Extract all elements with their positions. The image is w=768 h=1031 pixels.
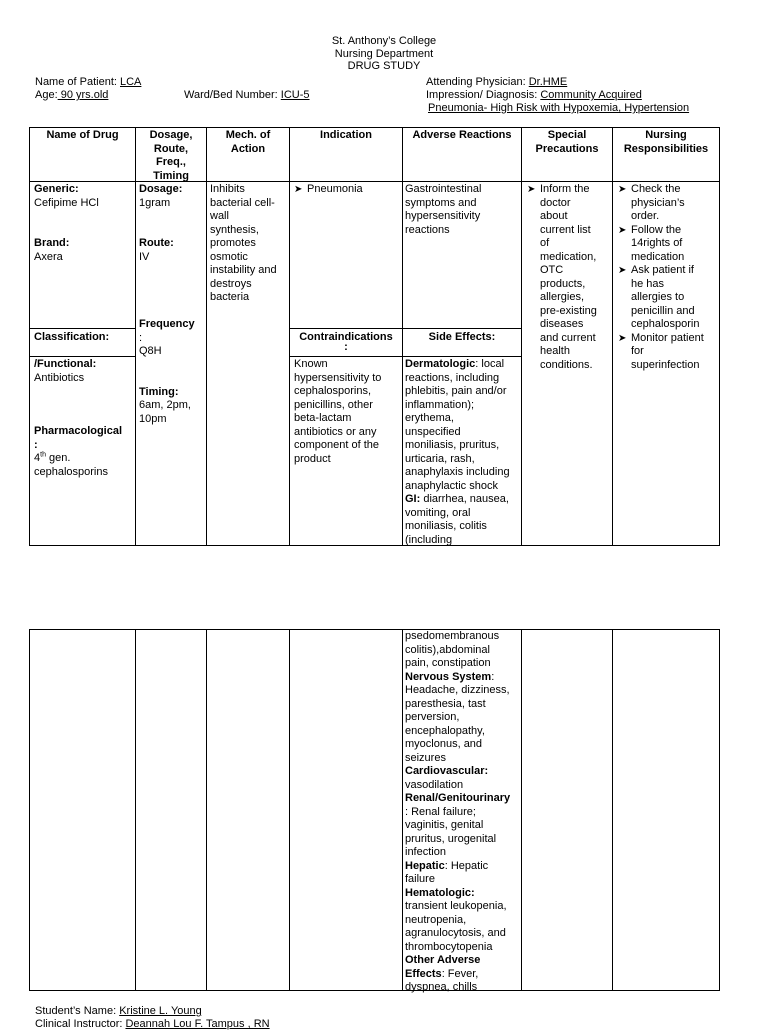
route-label: Route: — [139, 237, 174, 249]
side-effect-text: myoclonus, and — [405, 738, 483, 750]
side-effect-text: failure — [405, 873, 435, 885]
pharm-gen-number: 4 — [34, 452, 41, 464]
header-dosage — [136, 129, 206, 183]
contraindication-line: cephalosporins, — [294, 385, 372, 397]
side-effect-category: Hepatic — [405, 859, 445, 872]
mechanism-line: wall — [210, 210, 229, 222]
header-dosage-line: Timing — [153, 169, 189, 182]
student-value: Kristine L. Young — [119, 1005, 202, 1017]
side-effect-line — [405, 819, 521, 833]
nursing-item — [618, 224, 718, 265]
header-precautions-line: Special — [547, 129, 587, 141]
side-effects-label: Side Effects: — [428, 331, 496, 343]
side-effect-line — [405, 833, 521, 847]
side-effect-line — [405, 493, 521, 507]
physician-value: Dr.HME — [528, 76, 568, 88]
adverse-line: Gastrointestinal — [405, 183, 482, 195]
pharmacological-label: Pharmacological — [34, 425, 123, 437]
mechanism-line: osmotic — [210, 250, 248, 263]
nursing-line: order. — [631, 210, 660, 222]
side-effect-line — [405, 914, 521, 928]
side-effect-text: erythema, — [405, 412, 454, 424]
arrow-bullet-icon: ➤ — [618, 265, 627, 276]
student-line — [35, 1005, 202, 1018]
side-effect-line — [405, 671, 521, 685]
side-effect-text: infection — [405, 846, 446, 858]
precaution-line: OTC — [540, 264, 564, 276]
side-effect-text: reactions, including — [405, 371, 500, 384]
precaution-line: conditions. — [540, 358, 593, 371]
side-effect-line — [405, 644, 521, 658]
adverse-line: symptoms and — [405, 196, 477, 209]
route-value: IV — [139, 250, 150, 263]
patient-age-label: Age: — [35, 89, 58, 101]
side-effect-category: Nervous System — [405, 670, 492, 683]
side-effect-line — [405, 846, 521, 860]
header-mech-line: Action — [230, 142, 266, 155]
pharm-gen-suffix: th — [40, 451, 46, 459]
pharm-gen-text: gen. — [45, 452, 71, 464]
precaution-line: Inform the — [540, 183, 590, 195]
header-mech-of-action — [207, 129, 289, 156]
timing-value: 10pm — [139, 412, 167, 425]
student-label: Student’s Name: — [35, 1005, 120, 1017]
side-effect-line — [405, 412, 521, 426]
side-effect-line — [405, 900, 521, 914]
header-mech-line: Mech. of — [225, 129, 271, 141]
contraindications-cell — [294, 358, 400, 466]
contraindication-line: Known — [294, 358, 328, 370]
adverse-line: hypersensitivity — [405, 210, 481, 222]
physician-label: Attending Physician: — [426, 76, 529, 88]
precaution-line: doctor — [540, 196, 571, 209]
header-special-precautions — [522, 129, 612, 156]
side-effect-line — [405, 873, 521, 887]
timing-label: Timing: — [139, 385, 179, 398]
timing-value: 6am, 2pm, — [139, 399, 191, 411]
side-effect-text: seizures — [405, 751, 446, 764]
contraindications-label-line: : — [344, 340, 348, 353]
dosage-label: Dosage: — [139, 183, 183, 195]
side-effect-line — [405, 981, 521, 995]
precaution-line: allergies, — [540, 291, 585, 303]
side-effect-category: Dermatologic — [405, 358, 476, 370]
patient-name-value: LCA — [120, 76, 142, 88]
frequency-label: Frequency — [139, 318, 195, 330]
side-effect-text: Headache, dizziness, — [405, 684, 510, 696]
side-effect-line — [405, 941, 521, 955]
header-nursing-line: Responsibilities — [623, 142, 709, 155]
side-effect-text: thrombocytopenia — [405, 940, 493, 953]
side-effect-text: vomiting, oral — [405, 506, 471, 519]
patient-name-label: Name of Patient: — [35, 76, 120, 88]
nursing-responsibilities-cell — [618, 183, 718, 372]
nursing-line: superinfection — [631, 358, 700, 371]
side-effect-line — [405, 657, 521, 671]
side-effect-line — [405, 507, 521, 521]
side-effect-line — [405, 399, 521, 413]
side-effect-text: urticaria, rash, — [405, 452, 475, 465]
side-effect-text: neutropenia, — [405, 913, 467, 926]
side-effect-line — [405, 630, 521, 644]
nursing-item — [618, 264, 718, 332]
side-effect-line — [405, 725, 521, 739]
precaution-line: diseases — [540, 318, 584, 330]
side-effect-text: moniliasis, colitis — [405, 520, 487, 532]
diagnosis-label: Impression/ Diagnosis: — [426, 89, 541, 101]
precaution-line: health — [540, 345, 570, 357]
header-indication: Indication — [320, 129, 372, 141]
side-effects-cell-page1 — [405, 358, 521, 547]
precaution-item — [527, 183, 611, 372]
nursing-line: 14rights of — [631, 237, 683, 249]
patient-age-line — [35, 89, 108, 102]
instructor-label: Clinical Instructor: — [35, 1018, 126, 1030]
nursing-line: for — [631, 345, 644, 357]
nursing-item — [618, 183, 718, 224]
side-effect-text: pain, constipation — [405, 657, 491, 669]
frequency-value: Q8H — [139, 345, 162, 357]
pharmacological-colon: : — [34, 438, 38, 451]
functional-label: /Functional: — [34, 358, 97, 370]
side-effect-category: Effects — [405, 967, 442, 980]
ward-value: ICU-5 — [280, 89, 310, 101]
nursing-line: Ask patient if — [631, 264, 694, 276]
header-name-of-drug: Name of Drug — [46, 129, 119, 141]
arrow-bullet-icon: ➤ — [618, 224, 627, 236]
indication-cell — [294, 183, 400, 197]
dosage-value: 1gram — [139, 196, 171, 209]
side-effect-line — [405, 752, 521, 766]
contraindication-line: beta-lactam — [294, 412, 352, 424]
nursing-line: allergies to — [631, 291, 685, 303]
side-effect-text: : Fever, — [441, 967, 479, 980]
contraindication-line: antibiotics or any — [294, 425, 377, 438]
side-effect-line — [405, 792, 521, 806]
mechanism-cell — [210, 183, 288, 305]
generic-label: Generic: — [34, 183, 79, 195]
side-effect-line — [405, 927, 521, 941]
side-effect-category: Cardiovascular: — [405, 765, 489, 777]
side-effect-line — [405, 860, 521, 874]
header-dosage-line: Dosage, — [149, 129, 193, 141]
arrow-bullet-icon: ➤ — [618, 332, 627, 344]
school-name: St. Anthony’s College — [331, 35, 437, 47]
side-effect-text: : Hepatic — [444, 859, 489, 872]
side-effect-text: inflammation); — [405, 398, 475, 411]
side-effect-line — [405, 372, 521, 386]
mechanism-line: bacterial cell- — [210, 196, 275, 209]
classification-cell — [34, 358, 134, 479]
instructor-line — [35, 1018, 270, 1031]
nursing-line: cephalosporin — [631, 318, 700, 330]
side-effect-category: Other Adverse — [405, 954, 481, 966]
document-title: DRUG STUDY — [347, 60, 421, 72]
physician-line — [426, 76, 567, 89]
nursing-line: Follow the — [631, 223, 682, 236]
nursing-item — [618, 332, 718, 373]
side-effect-text: : Renal failure; — [405, 805, 476, 818]
ward-line — [184, 89, 310, 102]
side-effects-cell-page2 — [405, 630, 521, 995]
side-effect-category: Renal/Genitourinary — [405, 792, 511, 804]
side-effect-line — [405, 534, 521, 548]
arrow-bullet-icon: ➤ — [618, 184, 627, 195]
header-dosage-line: Route, — [153, 142, 189, 155]
nursing-line: he has — [631, 277, 665, 290]
precaution-line: medication, — [540, 250, 597, 263]
side-effect-line — [405, 358, 521, 372]
nursing-line: Check the — [631, 183, 681, 195]
side-effect-line — [405, 520, 521, 534]
side-effect-text: anaphylactic shock — [405, 479, 498, 492]
precaution-line: of — [540, 237, 550, 249]
ward-label: Ward/Bed Number: — [184, 89, 281, 101]
dosage-cell — [139, 183, 205, 426]
side-effect-text: (including — [405, 533, 453, 546]
side-effect-text: colitis),abdominal — [405, 643, 490, 656]
side-effect-line — [405, 466, 521, 480]
side-effect-line — [405, 385, 521, 399]
nursing-line: medication — [631, 250, 685, 263]
arrow-bullet-icon: ➤ — [294, 184, 303, 195]
classification-label: Classification: — [34, 331, 110, 343]
generic-value: Cefipime HCl — [34, 196, 99, 209]
diagnosis-value-continued: Pneumonia- High Risk with Hypoxemia, Hypertension — [428, 102, 690, 114]
side-effect-text: agranulocytosis, and — [405, 927, 506, 939]
indication-text: Pneumonia — [307, 183, 363, 195]
special-precautions-cell — [527, 183, 611, 372]
side-effect-line — [405, 806, 521, 820]
mechanism-line: promotes — [210, 237, 256, 249]
precaution-line: products, — [540, 277, 586, 290]
side-effect-text: encephalopathy, — [405, 724, 485, 737]
mechanism-line: bacteria — [210, 291, 250, 303]
header-nursing-responsibilities — [613, 129, 719, 156]
header-dosage-line: Freq., — [156, 156, 186, 168]
side-effect-line — [405, 698, 521, 712]
side-effect-text: vasodilation — [405, 778, 464, 791]
side-effect-text: dyspnea, chills — [405, 981, 478, 993]
precaution-line: and current — [540, 331, 596, 344]
side-effect-text: vaginitis, genital — [405, 819, 484, 831]
side-effect-line — [405, 968, 521, 982]
side-effect-line — [405, 765, 521, 779]
nursing-line: physician’s — [631, 196, 685, 209]
contraindication-line: penicillins, other — [294, 398, 373, 411]
header-adverse-reactions: Adverse Reactions — [412, 129, 512, 141]
contraindication-line: hypersensitivity to — [294, 371, 382, 384]
precaution-line: current list — [540, 223, 591, 236]
instructor-value: Deannah Lou F. Tampus , RN — [125, 1018, 270, 1030]
name-of-drug-cell — [34, 183, 134, 264]
side-effect-line — [405, 887, 521, 901]
contraindications-label-line: Contraindications — [299, 331, 393, 343]
side-effect-text: : local — [475, 358, 505, 370]
side-effect-line — [405, 711, 521, 725]
nursing-line: penicillin and — [631, 304, 695, 317]
side-effect-text: paresthesia, tast — [405, 697, 486, 710]
mechanism-line: Inhibits — [210, 183, 245, 195]
frequency-colon: : — [139, 331, 143, 344]
pharmacological-value-line2: cephalosporins — [34, 465, 108, 478]
side-effect-text: unspecified — [405, 425, 461, 438]
side-effect-line — [405, 453, 521, 467]
side-effect-line — [405, 954, 521, 968]
indication-item — [294, 183, 400, 197]
header-precautions-line: Precautions — [535, 142, 599, 155]
contraindication-line: product — [294, 452, 331, 465]
mechanism-line: destroys — [210, 277, 252, 290]
nursing-line: Monitor patient — [631, 331, 704, 344]
pharmacological-value — [34, 452, 134, 466]
side-effect-line — [405, 480, 521, 494]
adverse-reactions-cell — [405, 183, 520, 237]
side-effect-text: moniliasis, pruritus, — [405, 439, 500, 451]
side-effect-line — [405, 738, 521, 752]
side-effect-text: : — [491, 670, 495, 683]
side-effect-line — [405, 426, 521, 440]
mechanism-line: synthesis, — [210, 223, 259, 236]
side-effect-text: perversion, — [405, 711, 460, 723]
adverse-line: reactions — [405, 223, 450, 236]
header-nursing-line: Nursing — [645, 129, 687, 141]
arrow-bullet-icon: ➤ — [527, 184, 536, 195]
side-effect-line — [405, 684, 521, 698]
mechanism-line: instability and — [210, 264, 277, 276]
precaution-line: pre-existing — [540, 304, 597, 317]
department-name: Nursing Department — [334, 47, 434, 60]
side-effect-text: pruritus, urogenital — [405, 832, 497, 845]
side-effect-line — [405, 779, 521, 793]
side-effect-text: anaphylaxis including — [405, 466, 510, 478]
functional-value: Antibiotics — [34, 371, 85, 384]
side-effect-text: phlebitis, pain and/or — [405, 385, 507, 397]
side-effect-text: diarrhea, nausea, — [420, 493, 509, 505]
diagnosis-line — [426, 89, 696, 102]
patient-age-value: 90 yrs.old — [57, 89, 109, 101]
diagnosis-value: Community Acquired — [540, 89, 642, 101]
side-effect-text: transient leukopenia, — [405, 900, 507, 912]
brand-value: Axera — [34, 250, 63, 263]
contraindication-line: component of the — [294, 439, 380, 451]
side-effect-category: Hematologic: — [405, 886, 475, 899]
side-effect-text: psedomembranous — [405, 630, 500, 642]
brand-label: Brand: — [34, 237, 70, 249]
side-effect-category: GI: — [405, 493, 421, 505]
patient-name-line — [35, 76, 141, 89]
contraindications-label — [290, 331, 402, 354]
side-effect-line — [405, 439, 521, 453]
document-header — [0, 35, 768, 73]
precaution-line: about — [540, 210, 568, 222]
